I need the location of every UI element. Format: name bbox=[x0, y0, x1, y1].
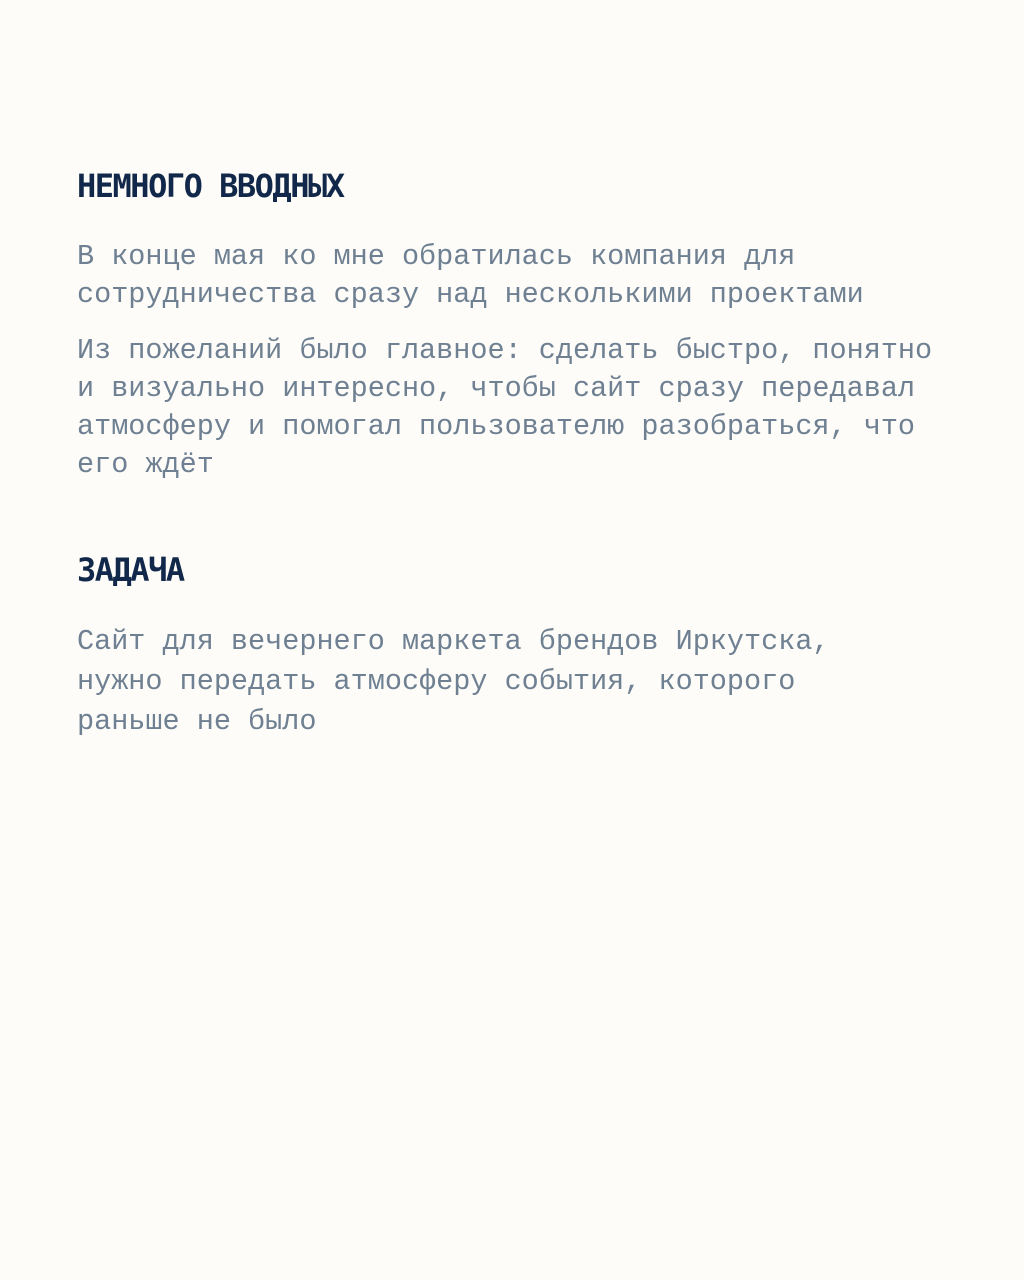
intro-paragraph-1: В конце мая ко мне обратилась компания для сотрудничества сразу над несколькими проектами bbox=[77, 240, 864, 311]
task-paragraph: Сайт для вечернего маркета брендов Иркутска, нужно передать атмосферу события, которого раньше не было bbox=[77, 625, 830, 738]
section-heading-intro: НЕМНОГО ВВОДНЫХ bbox=[77, 167, 344, 205]
document-page bbox=[77, 160, 957, 742]
task-section bbox=[77, 548, 957, 742]
section-heading-task: ЗАДАЧА bbox=[77, 551, 184, 589]
intro-paragraph-2: Из пожеланий было главное: сделать быстро, понятно и визуально интересно, чтобы сайт сразу передавал атмосферу и помогал пользователю разобраться, что его ждёт bbox=[77, 334, 933, 481]
intro-section bbox=[77, 164, 957, 484]
